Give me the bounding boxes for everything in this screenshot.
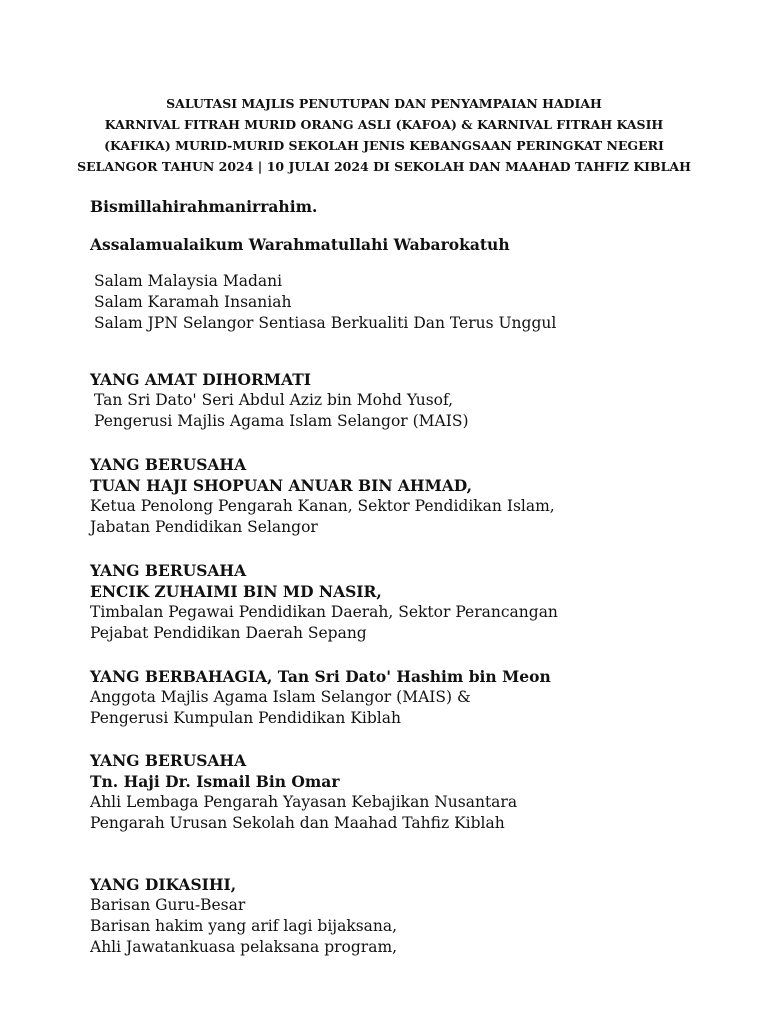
addressee-line: Pengarah Urusan Sekolah dan Maahad Tahfiz Kiblah — [90, 814, 505, 832]
greeting-line: Salam Karamah Insaniah — [94, 293, 292, 311]
addressee-name: TUAN HAJI SHOPUAN ANUAR BIN AHMAD, — [90, 476, 473, 495]
addressee-line: Pengerusi Kumpulan Pendidikan Kiblah — [90, 709, 401, 727]
greeting-line: Salam Malaysia Madani — [94, 272, 283, 290]
title-line: (KAFIKA) MURID-MURID SEKOLAH JENIS KEBANGSAAN PERINGKAT NEGERI — [104, 138, 664, 153]
addressee-honorific-name: YANG BERBAHAGIA, Tan Sri Dato' Hashim bin Meon — [90, 667, 551, 686]
addressee-name: ENCIK ZUHAIMI BIN MD NASIR, — [90, 582, 382, 601]
addressee-line: Barisan hakim yang arif lagi bijaksana, — [90, 917, 398, 935]
addressee-honorific: YANG BERUSAHA — [90, 751, 247, 770]
greeting-line: Salam JPN Selangor Sentiasa Berkualiti Dan Terus Unggul — [94, 314, 557, 332]
addressee-line: Ahli Lembaga Pengarah Yayasan Kebajikan Nusantara — [90, 793, 518, 811]
addressee-line: Anggota Majlis Agama Islam Selangor (MAIS) & — [90, 688, 471, 706]
addressee-line: Pengerusi Majlis Agama Islam Selangor (MAIS) — [94, 412, 469, 430]
addressee-name: Tn. Haji Dr. Ismail Bin Omar — [90, 772, 340, 791]
addressee-line: Tan Sri Dato' Seri Abdul Aziz bin Mohd Yusof, — [94, 391, 454, 409]
addressee-honorific: YANG DIKASIHI, — [90, 875, 237, 894]
addressee-honorific: YANG BERUSAHA — [90, 455, 247, 474]
addressee-line: Timbalan Pegawai Pendidikan Daerah, Sektor Perancangan — [90, 603, 558, 621]
addressee-line: Jabatan Pendidikan Selangor — [90, 518, 318, 536]
title-line: SELANGOR TAHUN 2024 | 10 JULAI 2024 DI SEKOLAH DAN MAAHAD TAHFIZ KIBLAH — [77, 159, 691, 174]
bismillah: Bismillahirahmanirrahim. — [90, 197, 318, 216]
addressee-line: Ketua Penolong Pengarah Kanan, Sektor Pendidikan Islam, — [90, 497, 555, 515]
addressee-honorific: YANG AMAT DIHORMATI — [90, 370, 312, 389]
addressee-honorific: YANG BERUSAHA — [90, 561, 247, 580]
addressee-line: Pejabat Pendidikan Daerah Sepang — [90, 624, 367, 642]
addressee-line: Barisan Guru-Besar — [90, 896, 246, 914]
addressee-line: Ahli Jawatankuasa pelaksana program, — [90, 938, 398, 956]
title-line: SALUTASI MAJLIS PENUTUPAN DAN PENYAMPAIAN HADIAH — [166, 96, 602, 111]
assalam-greeting: Assalamualaikum Warahmatullahi Wabarokatuh — [90, 235, 510, 254]
title-line: KARNIVAL FITRAH MURID ORANG ASLI (KAFOA) & KARNIVAL FITRAH KASIH — [104, 117, 664, 132]
document-title — [40, 93, 728, 177]
